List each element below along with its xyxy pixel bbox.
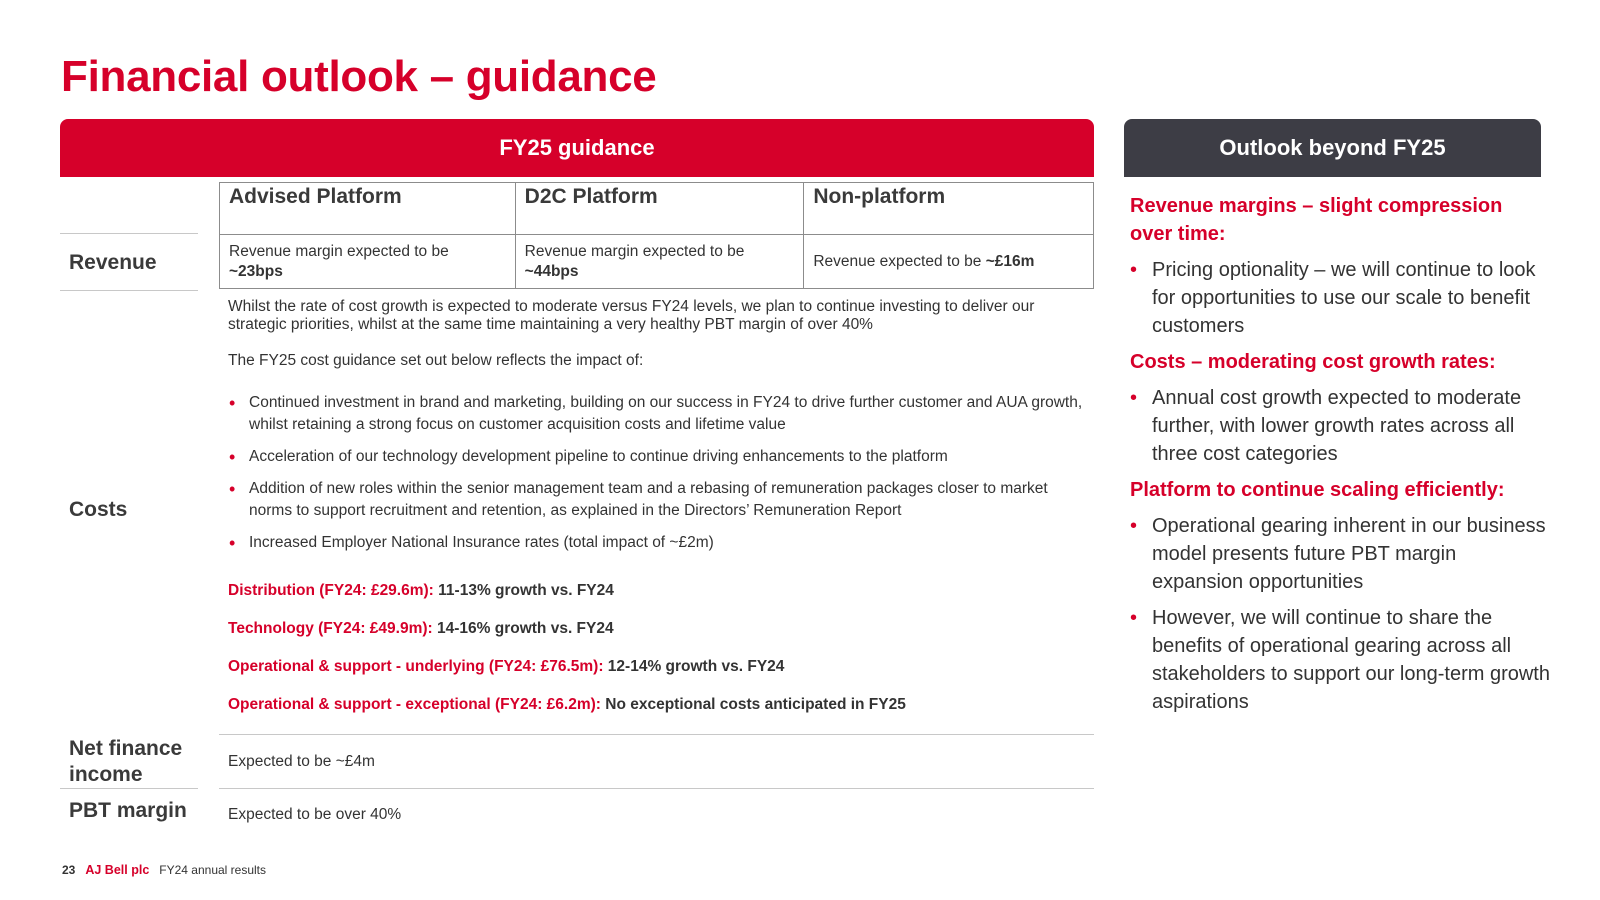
costs-description [228,298,1088,564]
bullet-icon: • [1130,607,1138,629]
bullet-icon: • [229,533,236,553]
outlook-beyond-header: Outlook beyond FY25 [1124,119,1541,177]
costs-intro: Whilst the rate of cost growth is expected to moderate versus FY24 levels, we plan to continue investing to deliver our strategic priorities, whilst at the same time maintaining a very healthy PBT margin of over 40% [228,298,1035,333]
column-header-advised: Advised Platform [220,183,516,235]
brand-name: AJ Bell plc [85,863,150,877]
bullet-icon: • [229,393,236,413]
column-header-d2c: D2C Platform [515,183,804,235]
list-item: • Acceleration of our technology development pipeline to continue driving enhancements to the platform [229,447,948,467]
footer [62,863,266,877]
list-item: • Pricing optionality – we will continue to look for opportunities to use our scale to benefit customers [1130,256,1550,340]
list-item: • Continued investment in brand and marketing, building on our success in FY24 to drive further customer and AUA growth, whilst retaining a strong focus on customer acquisition costs and lifetime value [229,393,1083,433]
divider [60,788,198,789]
guidance-distribution: Distribution (FY24: £29.6m): 11-13% growth vs. FY24 [228,582,614,599]
row-label-net-finance-income: Net finance income [69,737,183,786]
list-item: • Addition of new roles within the senior management team and a rebasing of remuneration packages closer to market norms to support recruitment and retention, as explained in the Directors’ Remuneration Report [229,479,1048,519]
guidance-operational-underlying: Operational & support - underlying (FY24: £76.5m): 12-14% growth vs. FY24 [228,658,785,675]
outlook-heading-platform: Platform to continue scaling efficiently: [1130,479,1505,501]
net-finance-text: Expected to be ~£4m [228,753,375,770]
bullet-icon: • [229,479,236,499]
column-header-non-platform: Non-platform [804,183,1094,235]
pbt-margin-text: Expected to be over 40% [228,806,402,823]
footer-caption: FY24 annual results [159,863,267,877]
costs-lead: The FY25 cost guidance set out below reflects the impact of: [228,352,644,369]
list-item: • Annual cost growth expected to moderate further, with lower growth rates across all three cost categories [1130,384,1550,468]
revenue-table [219,182,1094,289]
costs-bullet-list [228,392,1088,554]
advised-revenue-cell: Revenue margin expected to be ~23bps [220,235,516,289]
non-platform-revenue-cell: Revenue expected to be ~£16m [804,235,1094,289]
divider [219,788,1094,789]
outlook-body [1130,192,1550,724]
bullet-icon: • [1130,387,1138,409]
list-item: • Operational gearing inherent in our business model presents future PBT margin expansion opportunities [1130,512,1550,596]
outlook-heading-costs: Costs – moderating cost growth rates: [1130,351,1496,373]
page-number: 23 [62,863,76,877]
divider [219,734,1094,735]
page-title: Financial outlook – guidance [61,52,657,101]
bullet-icon: • [1130,515,1138,537]
d2c-revenue-cell: Revenue margin expected to be ~44bps [515,235,804,289]
guidance-operational-exceptional: Operational & support - exceptional (FY24: £6.2m): No exceptional costs anticipated in FY25 [228,696,906,713]
bullet-icon: • [229,447,236,467]
list-item: • However, we will continue to share the benefits of operational gearing across all stakeholders to support our long-term growth aspirations [1130,604,1550,716]
list-item: • Increased Employer National Insurance rates (total impact of ~£2m) [229,533,714,553]
row-label-pbt-margin: PBT margin [69,799,187,822]
row-label-revenue: Revenue [69,251,157,274]
divider [60,233,198,234]
fy25-guidance-header: FY25 guidance [60,119,1094,177]
bullet-icon: • [1130,259,1138,281]
outlook-heading-revenue: Revenue margins – slight compression over time: [1130,195,1503,245]
guidance-technology: Technology (FY24: £49.9m): 14-16% growth vs. FY24 [228,620,614,637]
row-label-costs: Costs [69,498,128,521]
